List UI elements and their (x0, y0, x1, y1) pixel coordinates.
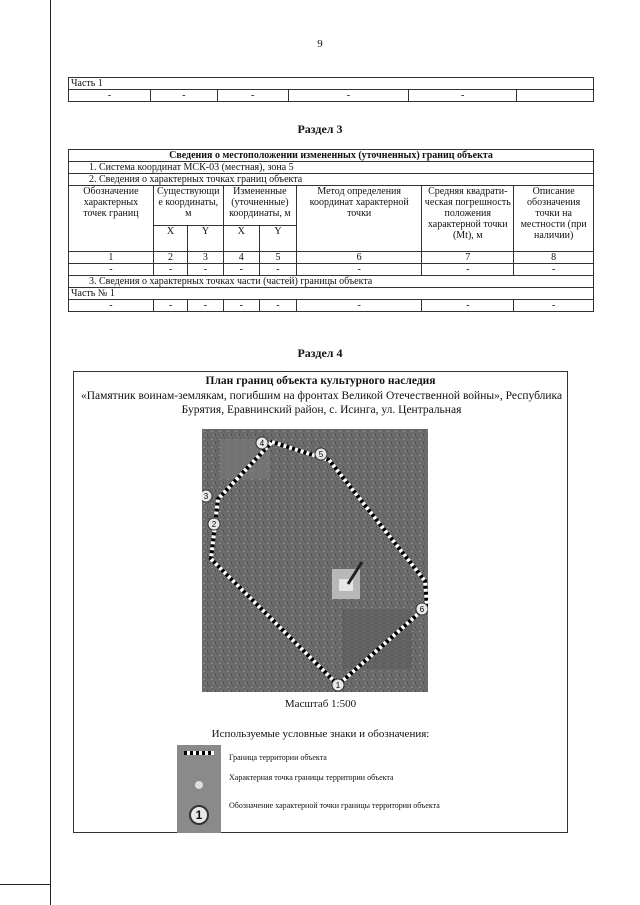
header-description: Описание обозначения точки на местности (при наличии) (514, 186, 594, 252)
table-cell: - (297, 300, 422, 312)
boundary-line-icon (184, 751, 214, 755)
header-changed: Измененные (уточненные) координаты, м (223, 186, 296, 226)
point-label: 6 (419, 605, 425, 614)
column-number: 2 (153, 252, 187, 264)
table-cell: - (150, 90, 217, 102)
points-heading: 2. Сведения о характерных точках границ объекта (69, 174, 594, 186)
header-existing: Существующи е координаты, м (153, 186, 223, 226)
table-cell: - (153, 300, 187, 312)
point-label: 2 (211, 520, 217, 529)
header-x: X (153, 226, 187, 252)
header-y: Y (188, 226, 223, 252)
table-cell (517, 90, 594, 102)
part1-table (68, 77, 594, 102)
section3-title: Раздел 3 (297, 122, 343, 136)
legend-swatch-point (177, 773, 221, 797)
header-error: Средняя квадрати-ческая погрешность положения характерной точки (Mt), м (422, 186, 514, 252)
footer-line (0, 884, 50, 885)
table-cell: - (153, 264, 187, 276)
point-label: 3 (203, 492, 209, 501)
table-cell: - (188, 264, 223, 276)
table-cell: - (514, 264, 594, 276)
legend-swatch-boundary (177, 745, 221, 773)
point-1 (332, 679, 344, 691)
table-cell: - (69, 300, 154, 312)
legend-title: Используемые условные знаки и обозначения: (211, 728, 430, 740)
point-number-icon: 1 (189, 805, 209, 825)
legend-label: Характерная точка границы территории объекта (229, 773, 394, 782)
table-cell: - (297, 264, 422, 276)
table-cell: - (422, 264, 514, 276)
page-number: 9 (317, 38, 323, 50)
legend-swatch-label (177, 797, 221, 833)
table-cell: - (409, 90, 517, 102)
table-cell: - (422, 300, 514, 312)
column-number: 5 (259, 252, 296, 264)
table-cell: - (188, 300, 223, 312)
column-number: 6 (297, 252, 422, 264)
table-title: Сведения о местоположении измененных (уточненных) границ объекта (69, 150, 594, 162)
column-number: 3 (188, 252, 223, 264)
column-number: 7 (422, 252, 514, 264)
table-cell: - (69, 264, 154, 276)
part1-title: Часть 1 (69, 78, 594, 90)
point-4 (256, 437, 268, 449)
table-cell: - (217, 90, 288, 102)
plan-box (73, 371, 568, 833)
point-label: 4 (259, 439, 265, 448)
column-number: 1 (69, 252, 154, 264)
section4-title: Раздел 4 (297, 346, 343, 360)
boundary-map (202, 429, 428, 692)
point-label: 5 (318, 450, 324, 459)
point-5 (315, 448, 327, 460)
table-cell: - (69, 90, 151, 102)
table-cell: - (223, 264, 259, 276)
point-label: 1 (335, 681, 341, 690)
column-number: 4 (223, 252, 259, 264)
coordinate-system: 1. Система координат МСК-03 (местная), зона 5 (69, 162, 594, 174)
column-number: 8 (514, 252, 594, 264)
part-label: Часть № 1 (69, 288, 594, 300)
section3-table (68, 149, 594, 312)
table-cell: - (259, 300, 296, 312)
map-scale: Масштаб 1:500 (284, 698, 357, 710)
point-6 (416, 603, 428, 615)
header-designation: Обозначение характерных точек границ (69, 186, 154, 252)
legend-label: Граница территории объекта (229, 753, 327, 762)
plan-description: «Памятник воинам-землякам, погибшим на фронтах Великой Отечественной войны», Республика Бурятия, Еравнинский район, с. Исинга, ул. Центральная (80, 390, 563, 416)
point-2 (208, 518, 220, 530)
plan-title: План границ объекта культурного наследия (205, 375, 436, 387)
header-method: Метод определения координат характерной точки (297, 186, 422, 252)
point-3 (202, 490, 212, 502)
table-cell: - (223, 300, 259, 312)
header-x: X (223, 226, 259, 252)
table-cell: - (259, 264, 296, 276)
table-cell: - (288, 90, 409, 102)
point-icon (195, 781, 203, 789)
header-y: Y (259, 226, 296, 252)
table-cell: - (514, 300, 594, 312)
parts-heading: 3. Сведения о характерных точках части (частей) границы объекта (69, 276, 594, 288)
legend-label: Обозначение характерной точки границы территории объекта (229, 801, 440, 810)
map-svg (202, 429, 428, 692)
